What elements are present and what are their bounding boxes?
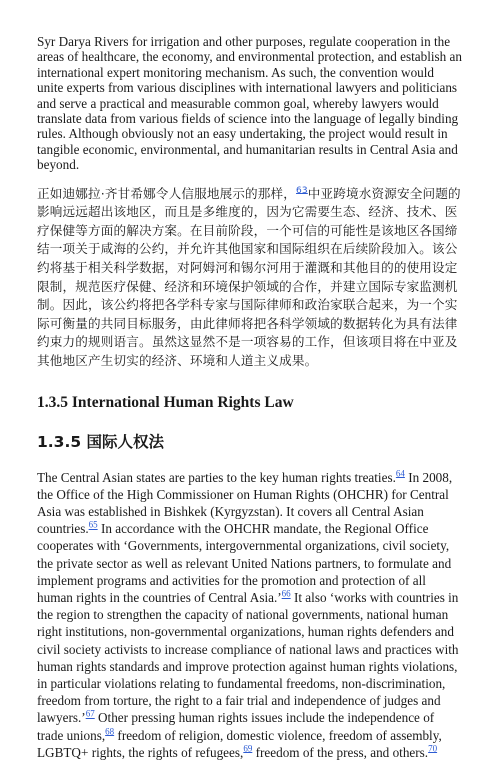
footnote-link-64[interactable]: 64 [395,468,405,479]
footnote-link-65[interactable]: 65 [88,519,98,530]
text-run: It also ‘works with countries in the region to strengthen the capacity of national governments, national human right institutions, non-governmental organizations, human rights defenders and civil society activists to increase compliance of national laws and practices with human rights standards and improve protection against human rights violations, in particular violations relating to fundamental freedoms, non-discrimination, freedom from torture, the right to a fair trial and independence of judges and lawyers.’ [37,590,459,726]
text-run: In accordance with the OHCHR mandate, the Regional Office cooperates with ‘Governments, intergovernmental organizations, civil society, the private sector as well as relevant United Nations partners, to formulate and implement programs and activities for the promotion and protection of all human rights in the countries of Central Asia.’ [37,521,452,606]
footnote-link-70[interactable]: 70 [428,743,438,754]
footnote-link-63[interactable]: 63 [296,185,308,196]
text-run: freedom of the press, and others. [252,744,429,760]
paragraph-chinese-part-1: 正如迪娜拉·齐甘希娜令人信服地展示的那样， [37,185,297,201]
footnote-link-67[interactable]: 67 [85,709,95,720]
footnote-link-69[interactable]: 69 [243,743,253,754]
text-run: freedom of religion, domestic violence, freedom of assembly, LGBTQ+ rights, the rights of refugees, [37,727,442,760]
paragraph-english-1: Syr Darya Rivers for irrigation and other purposes, regulate cooperation in the areas of healthcare, the economy, and environmental protection, and establish an international expert monitoring mechanism. As such, the convention would unite experts from various disciplines with international lawyers and politicians and serve a practical and measurable common goal, whereby lawyers would translate data from various fields of science into the language of legally binding rules. Although obviously not an easy undertaking, the project would result in tangible economic, environmental, and humanitarian results in Central Asia and beyond. [37,34,463,173]
text-run: Other pressing human rights issues include the independence of trade unions, [37,710,435,743]
paragraph-english-2 [37,469,463,761]
footnote-link-66[interactable]: 66 [281,588,291,599]
paragraph-chinese-part-2: 中亚跨境水资源安全问题的影响远远超出该地区，而且是多维度的，因为它需要生态、经济、技术、医疗保健等方面的解决方案。在目前阶段，一个可信的可能性是该地区各国缔结一项关于咸海的公约，并允许其他国家和国际组织在后续阶段加入。该公约将基于相关科学数据，对阿姆河和锡尔河用于灌溉和其他目的的使用设定限制，规范医疗保健、经济和环境保护领域的合作，并建立国际专家监测机制。因此，该公约将把各学科专家与国际律师和政治家联合起来，为一个实际可衡量的共同目标服务，由此律师将把各科学领域的数据转化为具有法律约束力的规则语言。虽然这显然不是一项容易的工作，但该项目将在中亚及其他地区产生切实的经济、环境和人道主义成果。 [37,185,461,368]
text-run: In 2008, the Office of the High Commissioner on Human Rights (OHCHR) for Central Asia was established in Bishkek (Kyrgyzstan). It covers all Central Asian countries. [37,469,453,537]
text-run: The Central Asian states are parties to the key human rights treaties. [37,469,396,485]
paragraph-chinese [37,185,463,371]
section-heading-chinese: 1.3.5 国际人权法 [37,432,165,451]
footnote-link-68[interactable]: 68 [105,726,115,737]
section-heading-english: 1.3.5 International Human Rights Law [37,393,294,411]
document-page [37,34,463,761]
